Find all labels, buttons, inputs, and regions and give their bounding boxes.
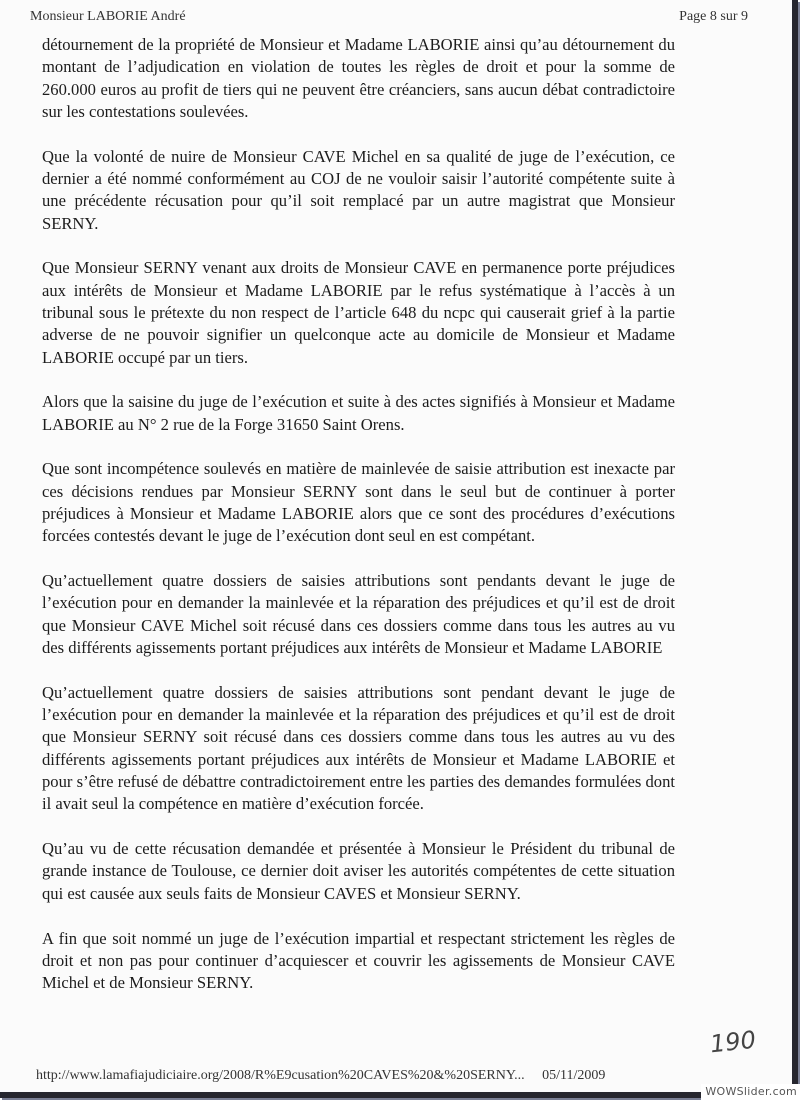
source-url: http://www.lamafiajudiciaire.org/2008/R%E9cusation%20CAVES%20&%20SERNY... xyxy=(36,1068,525,1083)
paragraph: A fin que soit nommé un juge de l’exécution impartial et respectant strictement les règles de droit et non pas pour continuer d’acquiescer et couvrir les agissements de Monsieur CAVE Michel et de Monsieur SERNY. xyxy=(42,928,675,993)
paragraph: Qu’actuellement quatre dossiers de saisies attributions sont pendant devant le juge de l’exécution pour en demander la mainlevée et la réparation des préjudices et qu’il est de droit que Monsieur SERNY soit récusé dans ces dossiers comme dans tous les autres au vu des différents agissements portant préjudices aux intérêts de Monsieur et Madame LABORIE et pour s’être refusé de débattre contradictoirement entre les parties des demandes formulées dont il avait seul la compétence en matière d’exécution forcée. xyxy=(42,682,675,814)
author-name: Monsieur LABORIE André xyxy=(30,9,186,24)
document-body xyxy=(42,34,675,1017)
paragraph: Qu’au vu de cette récusation demandée et présentée à Monsieur le Président du tribunal de grande instance de Toulouse, ce dernier doit aviser les autorités compétentes de cette situation qui est causée aux seuls faits de Monsieur CAVES et Monsieur SERNY. xyxy=(42,839,675,903)
page-indicator: Page 8 sur 9 xyxy=(679,9,748,24)
paragraph: Qu’actuellement quatre dossiers de saisies attributions sont pendants devant le juge de l’exécution pour en demander la mainlevée et la réparation des préjudices et qu’il est de droit que Monsieur CAVE Michel soit récusé dans ces dossiers comme dans tous les autres au vu des différents agissements portant préjudices aux intérêts de Monsieur et Madame LABORIE xyxy=(42,571,675,658)
page-footer xyxy=(36,1068,605,1084)
paragraph: Que Monsieur SERNY venant aux droits de Monsieur CAVE en permanence porte préjudices aux intérêts de Monsieur et Madame LABORIE par le refus systématique à l’accès à un tribunal sous le prétexte du non respect de l’article 648 du ncpc qui causerait grief à la partie adverse de ne pouvoir signifier un quelconque acte au domicile de Monsieur et Madame LABORIE occupé par un tiers. xyxy=(42,258,675,367)
paragraph: Alors que la saisine du juge de l’exécution et suite à des actes signifiés à Monsieur et Madame LABORIE au N° 2 rue de la Forge 31650 Saint Orens. xyxy=(42,392,675,434)
page-header xyxy=(30,9,748,25)
paragraph: détournement de la propriété de Monsieur et Madame LABORIE ainsi qu’au détournement du montant de l’adjudication en violation de toutes les règles de droit et pour la somme de 260.000 euros au profit de tiers qui ne peuvent être créanciers, sans aucun débat contradictoire sur les contestations soulevées. xyxy=(42,35,675,121)
watermark: WOWSlider.com xyxy=(701,1084,800,1100)
handwritten-page-number: 190 xyxy=(708,1025,758,1059)
paragraph: Que sont incompétence soulevés en matière de mainlevée de saisie attribution est inexacte par ces décisions rendues par Monsieur SERNY sont dans le seul but de continuer à porter préjudices à Monsieur et Madame LABORIE alors que ce sont des procédures d’exécutions forcées contestés devant le juge de l’exécution dont seul en est compétant. xyxy=(42,459,675,546)
paragraph: Que la volonté de nuire de Monsieur CAVE Michel en sa qualité de juge de l’exécution, ce dernier a été nommé conformément au COJ de ne vouloir saisir l’autorité compétente suite à une précédente récusation pour qu’il soit remplacé par un autre magistrat que Monsieur SERNY. xyxy=(42,146,675,233)
print-date: 05/11/2009 xyxy=(542,1068,606,1083)
